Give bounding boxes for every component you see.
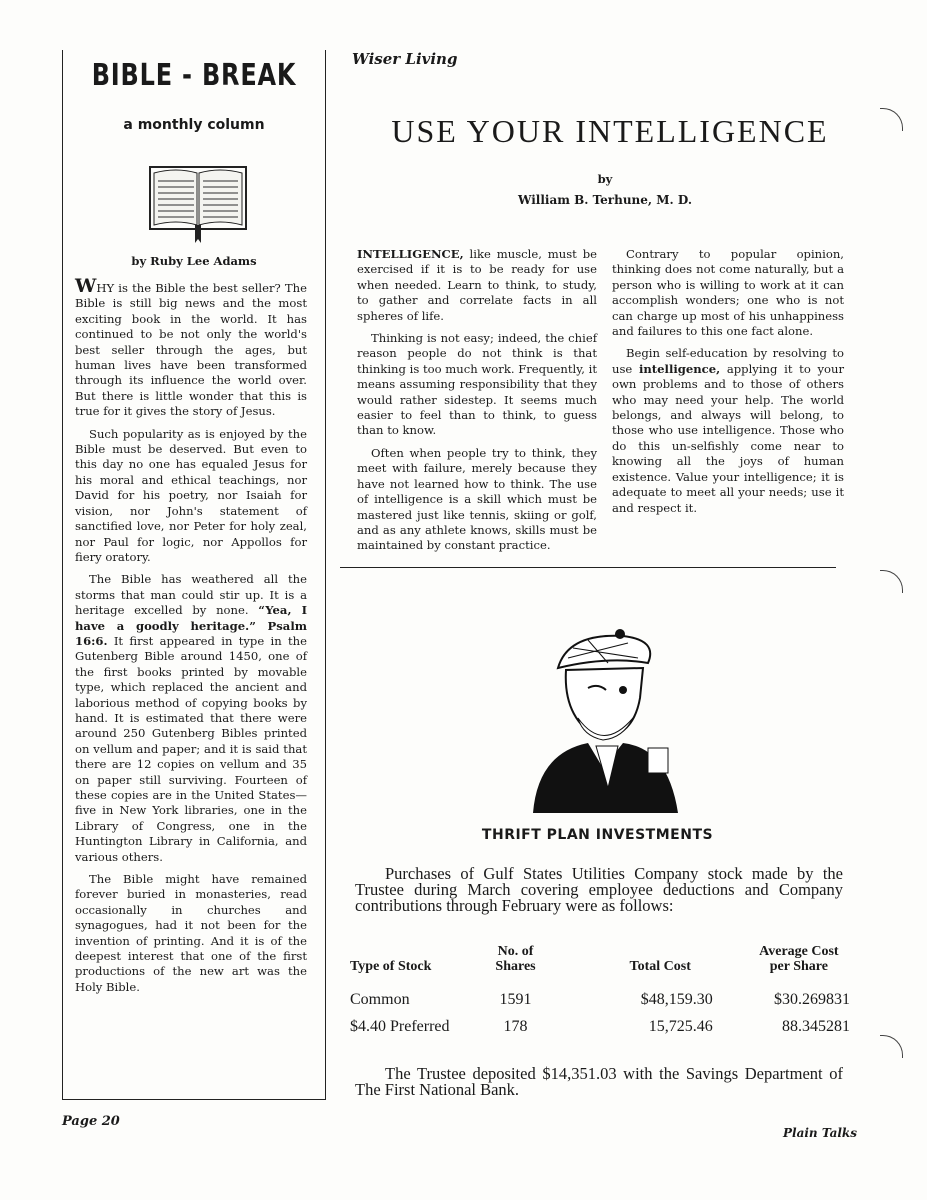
col-average: Average Cost per Share (759, 944, 839, 974)
article-author: William B. Terhune, M. D. (517, 193, 693, 207)
section-label: Wiser Living (352, 50, 458, 68)
table-row: Common 1591 $48,159.30 $30.269831 (350, 991, 850, 1008)
binding-hole-mark (880, 1035, 903, 1058)
open-bible-illustration (148, 163, 248, 245)
article-title: USE YOUR INTELLIGENCE (391, 113, 829, 149)
divider (340, 567, 836, 568)
article-column-1 (357, 247, 597, 561)
binding-hole-mark (880, 108, 903, 131)
paragraph: Thinking is not easy; indeed, the chief reason people do not think is that thinking is too much work. Frequently, it means assuming responsibility that they would rather sidestep. It seems much easier to feel than to think, to guess than to know. (357, 331, 597, 438)
paragraph: The Bible might have remained forever buried in monasteries, read occasionally in churches and synagogues, had it not been for the invention of printing. And it is of the deepest interest that one of the first productions of the new art was the Holy Bible. (75, 872, 307, 994)
col-shares: No. of Shares (495, 944, 536, 974)
col-total: Total Cost (629, 959, 691, 974)
paragraph: HY is the Bible the best seller? The Bible is still big news and the most exciting book in the world. It has continued to be not only the world's best seller through the ages, but human lives have been transformed through its influence the world over. But there is little wonder that this is true for it gives the story of Jesus. (75, 281, 307, 419)
bible-break-text (75, 275, 307, 1002)
table-header (350, 944, 850, 988)
by-label: by (597, 172, 613, 186)
page-number: Page 20 (62, 1114, 120, 1129)
drop-cap: W (75, 275, 97, 297)
article-column-2 (612, 247, 844, 523)
col-type: Type of Stock (350, 959, 432, 974)
paragraph: Begin self-education by resolving to use intelligence, applying it to your own problems and to those of others who may need your help. The world belongs, and always will belong, to those who use intelligence. Those who do this un-selfishly come near to knowing all the joys of human existence. Value your intelligence; it is adequate to meet all your needs; use it and respect it. (612, 346, 845, 515)
column-subtitle: a monthly column (123, 117, 265, 133)
binding-hole-mark (880, 570, 903, 593)
paragraph: Often when people try to think, they meet with failure, merely because they have not learned how to think. The use of intelligence is a skill which must be mastered just like tennis, skiing or golf, and as any athlete knows, skills must be maintained by constant practice. (357, 445, 597, 553)
cartoon-scotsman-illustration (528, 628, 693, 813)
thrift-footer: The Trustee deposited $14,351.03 with the Savings Department of The First National Bank. (355, 1064, 843, 1099)
paragraph: INTELLIGENCE, like muscle, must be exercised if it is to be ready for use when needed. Learn to think, to study, to gather and correlate facts in all spheres of life. (357, 247, 598, 323)
magazine-name: Plain Talks (783, 1126, 858, 1140)
stock-table (350, 944, 850, 1042)
thrift-title: THRIFT PLAN INVESTMENTS (481, 827, 714, 843)
paragraph: Such popularity as is enjoyed by the Bible must be deserved. But even to this day no one has equaled Jesus for his moral and ethical teachings, nor David for his poetry, nor Isaiah for vision, nor John's statement of sanctified love, nor Peter for holy zeal, nor Paul for logic, nor Appollos for fiery oratory. (75, 426, 307, 564)
table-row: $4.40 Preferred 178 15,725.46 88.345281 (350, 1018, 850, 1035)
thrift-intro: Purchases of Gulf States Utilities Company stock made by the Trustee during March covering employee deductions and Company contributions through February were as follows: (355, 864, 843, 915)
paragraph: Contrary to popular opinion, thinking does not come naturally, but a person who is willing to work at it can accomplish wonders; one who is not can charge up most of his unhappiness and failures to this one fact alone. (612, 247, 844, 339)
paragraph: The Bible has weathered all the storms that man could stir up. It is a heritage excelled by none. “Yea, I have a goodly heritage.” Psalm 16:6. It first appeared in type in the Gutenberg Bible around 1450, one of the first books printed by movable type, which replaced the ancient and laborious method of copying books by hand. It is estimated that there were around 250 Gutenberg Bibles printed on vellum and paper; and it is said that there are 12 copies on vellum and 35 on paper still surviving. Fourteen of these copies are in the United States—five in New York libraries, one in the Library of Congress, one in the Huntington Library in California, and various others. (75, 572, 307, 864)
byline: by Ruby Lee Adams (131, 254, 257, 268)
column-title: BIBLE - BREAK (91, 58, 297, 93)
